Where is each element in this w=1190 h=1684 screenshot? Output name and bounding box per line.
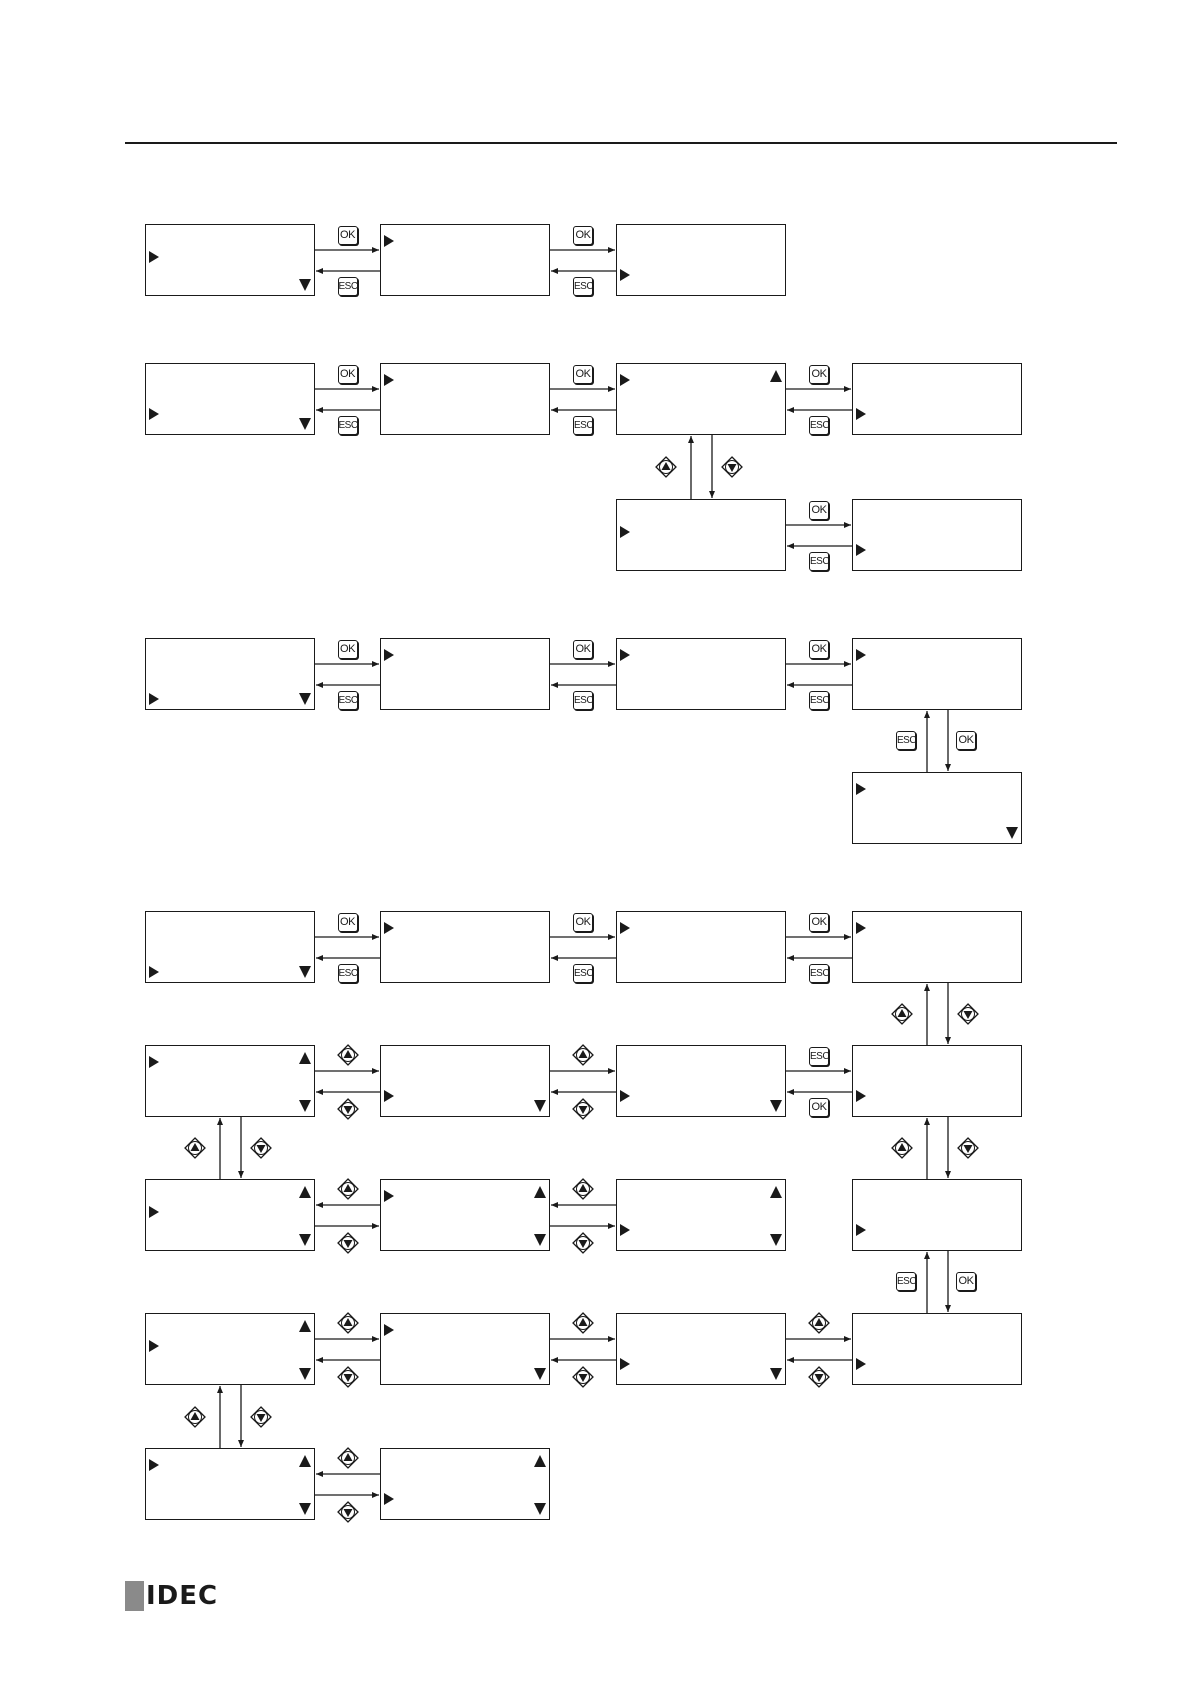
lcd-screen: [380, 1313, 550, 1385]
cursor-triangle-icon: [856, 1358, 866, 1370]
scroll-down-triangle-icon: [770, 1100, 782, 1112]
cursor-triangle-icon: [149, 1459, 159, 1471]
ok-key-icon: OK: [809, 913, 829, 932]
esc-key-icon: ESC: [338, 277, 358, 296]
lcd-screen: [380, 638, 550, 710]
cursor-triangle-icon: [856, 408, 866, 420]
esc-key-icon: ESC: [573, 277, 593, 296]
esc-key-icon: ESC: [809, 552, 829, 571]
esc-key-icon: ESC: [338, 416, 358, 435]
up-arrow-key-icon: [572, 1312, 594, 1334]
cursor-triangle-icon: [856, 1090, 866, 1102]
lcd-screen: [145, 638, 315, 710]
scroll-down-triangle-icon: [299, 1100, 311, 1112]
cursor-triangle-icon: [620, 649, 630, 661]
down-arrow-key-icon: [957, 1003, 979, 1025]
lcd-screen: [380, 363, 550, 435]
esc-key-icon: ESC: [809, 964, 829, 983]
lcd-screen: [145, 1448, 315, 1520]
lcd-screen: [616, 911, 786, 983]
ok-key-icon: OK: [809, 640, 829, 659]
esc-key-icon: ESC: [573, 964, 593, 983]
cursor-triangle-icon: [856, 649, 866, 661]
ok-key-icon: OK: [956, 1272, 976, 1291]
scroll-down-triangle-icon: [299, 966, 311, 978]
scroll-down-triangle-icon: [299, 1234, 311, 1246]
scroll-up-triangle-icon: [770, 370, 782, 382]
cursor-triangle-icon: [149, 693, 159, 705]
lcd-screen: [380, 1179, 550, 1251]
cursor-triangle-icon: [620, 374, 630, 386]
ok-key-icon: OK: [573, 913, 593, 932]
lcd-screen: [145, 1179, 315, 1251]
lcd-screen: [616, 1313, 786, 1385]
scroll-up-triangle-icon: [770, 1186, 782, 1198]
cursor-triangle-icon: [384, 1324, 394, 1336]
scroll-down-triangle-icon: [534, 1100, 546, 1112]
cursor-triangle-icon: [384, 1190, 394, 1202]
ok-key-icon: OK: [338, 640, 358, 659]
lcd-screen: [145, 1313, 315, 1385]
ok-key-icon: OK: [809, 365, 829, 384]
cursor-triangle-icon: [149, 1340, 159, 1352]
cursor-triangle-icon: [384, 1493, 394, 1505]
up-arrow-key-icon: [184, 1406, 206, 1428]
cursor-triangle-icon: [856, 544, 866, 556]
cursor-triangle-icon: [149, 966, 159, 978]
cursor-triangle-icon: [149, 1056, 159, 1068]
down-arrow-key-icon: [337, 1098, 359, 1120]
logo-text: IDEC: [146, 1581, 219, 1611]
ok-key-icon: OK: [573, 365, 593, 384]
cursor-triangle-icon: [856, 1224, 866, 1236]
idec-logo: [125, 1581, 218, 1611]
ok-key-icon: OK: [809, 501, 829, 520]
up-arrow-key-icon: [808, 1312, 830, 1334]
down-arrow-key-icon: [337, 1232, 359, 1254]
ok-key-icon: OK: [956, 731, 976, 750]
lcd-screen: [852, 1045, 1022, 1117]
lcd-screen: [616, 1045, 786, 1117]
lcd-screen: [852, 638, 1022, 710]
ok-key-icon: OK: [338, 226, 358, 245]
scroll-down-triangle-icon: [770, 1234, 782, 1246]
scroll-up-triangle-icon: [299, 1186, 311, 1198]
esc-key-icon: ESC: [573, 416, 593, 435]
down-arrow-key-icon: [572, 1098, 594, 1120]
lcd-screen: [852, 1179, 1022, 1251]
cursor-triangle-icon: [384, 1090, 394, 1102]
lcd-screen: [616, 499, 786, 571]
cursor-triangle-icon: [620, 526, 630, 538]
cursor-triangle-icon: [384, 649, 394, 661]
cursor-triangle-icon: [149, 408, 159, 420]
logo-block: [125, 1581, 144, 1611]
lcd-screen: [145, 1045, 315, 1117]
esc-key-icon: ESC: [338, 964, 358, 983]
lcd-screen: [616, 363, 786, 435]
lcd-screen: [145, 911, 315, 983]
ok-key-icon: OK: [573, 226, 593, 245]
ok-key-icon: OK: [573, 640, 593, 659]
cursor-triangle-icon: [149, 1206, 159, 1218]
scroll-down-triangle-icon: [770, 1368, 782, 1380]
esc-key-icon: ESC: [896, 731, 916, 750]
down-arrow-key-icon: [721, 456, 743, 478]
up-arrow-key-icon: [891, 1137, 913, 1159]
lcd-screen: [852, 1313, 1022, 1385]
down-arrow-key-icon: [957, 1137, 979, 1159]
lcd-screen: [616, 224, 786, 296]
esc-key-icon: ESC: [896, 1272, 916, 1291]
lcd-screen: [380, 911, 550, 983]
cursor-triangle-icon: [149, 251, 159, 263]
scroll-down-triangle-icon: [299, 693, 311, 705]
down-arrow-key-icon: [250, 1137, 272, 1159]
down-arrow-key-icon: [337, 1366, 359, 1388]
scroll-up-triangle-icon: [299, 1320, 311, 1332]
cursor-triangle-icon: [620, 1358, 630, 1370]
lcd-screen: [852, 772, 1022, 844]
cursor-triangle-icon: [856, 922, 866, 934]
lcd-screen: [852, 911, 1022, 983]
lcd-screen: [380, 224, 550, 296]
lcd-screen: [852, 499, 1022, 571]
up-arrow-key-icon: [337, 1044, 359, 1066]
lcd-screen: [380, 1448, 550, 1520]
esc-key-icon: ESC: [809, 1047, 829, 1066]
scroll-down-triangle-icon: [1006, 827, 1018, 839]
up-arrow-key-icon: [337, 1447, 359, 1469]
up-arrow-key-icon: [184, 1137, 206, 1159]
scroll-down-triangle-icon: [534, 1368, 546, 1380]
up-arrow-key-icon: [655, 456, 677, 478]
up-arrow-key-icon: [891, 1003, 913, 1025]
down-arrow-key-icon: [250, 1406, 272, 1428]
cursor-triangle-icon: [384, 922, 394, 934]
lcd-screen: [380, 1045, 550, 1117]
cursor-triangle-icon: [384, 235, 394, 247]
ok-key-icon: OK: [338, 913, 358, 932]
scroll-up-triangle-icon: [299, 1455, 311, 1467]
up-arrow-key-icon: [572, 1044, 594, 1066]
cursor-triangle-icon: [620, 269, 630, 281]
up-arrow-key-icon: [337, 1312, 359, 1334]
scroll-down-triangle-icon: [299, 1368, 311, 1380]
lcd-screen: [852, 363, 1022, 435]
down-arrow-key-icon: [572, 1366, 594, 1388]
scroll-up-triangle-icon: [534, 1455, 546, 1467]
scroll-down-triangle-icon: [299, 1503, 311, 1515]
up-arrow-key-icon: [572, 1178, 594, 1200]
esc-key-icon: ESC: [809, 691, 829, 710]
lcd-screen: [616, 1179, 786, 1251]
scroll-down-triangle-icon: [299, 418, 311, 430]
ok-key-icon: OK: [338, 365, 358, 384]
esc-key-icon: ESC: [809, 416, 829, 435]
transition-arrows: [220, 250, 948, 1495]
cursor-triangle-icon: [620, 922, 630, 934]
down-arrow-key-icon: [337, 1501, 359, 1523]
scroll-down-triangle-icon: [534, 1503, 546, 1515]
up-arrow-key-icon: [337, 1178, 359, 1200]
ok-key-icon: OK: [809, 1098, 829, 1117]
cursor-triangle-icon: [384, 374, 394, 386]
cursor-triangle-icon: [856, 783, 866, 795]
lcd-screen: [145, 363, 315, 435]
cursor-triangle-icon: [620, 1090, 630, 1102]
down-arrow-key-icon: [572, 1232, 594, 1254]
esc-key-icon: ESC: [338, 691, 358, 710]
lcd-screen: [616, 638, 786, 710]
down-arrow-key-icon: [808, 1366, 830, 1388]
scroll-down-triangle-icon: [534, 1234, 546, 1246]
lcd-screen: [145, 224, 315, 296]
esc-key-icon: ESC: [573, 691, 593, 710]
scroll-up-triangle-icon: [534, 1186, 546, 1198]
scroll-up-triangle-icon: [299, 1052, 311, 1064]
cursor-triangle-icon: [620, 1224, 630, 1236]
scroll-down-triangle-icon: [299, 279, 311, 291]
